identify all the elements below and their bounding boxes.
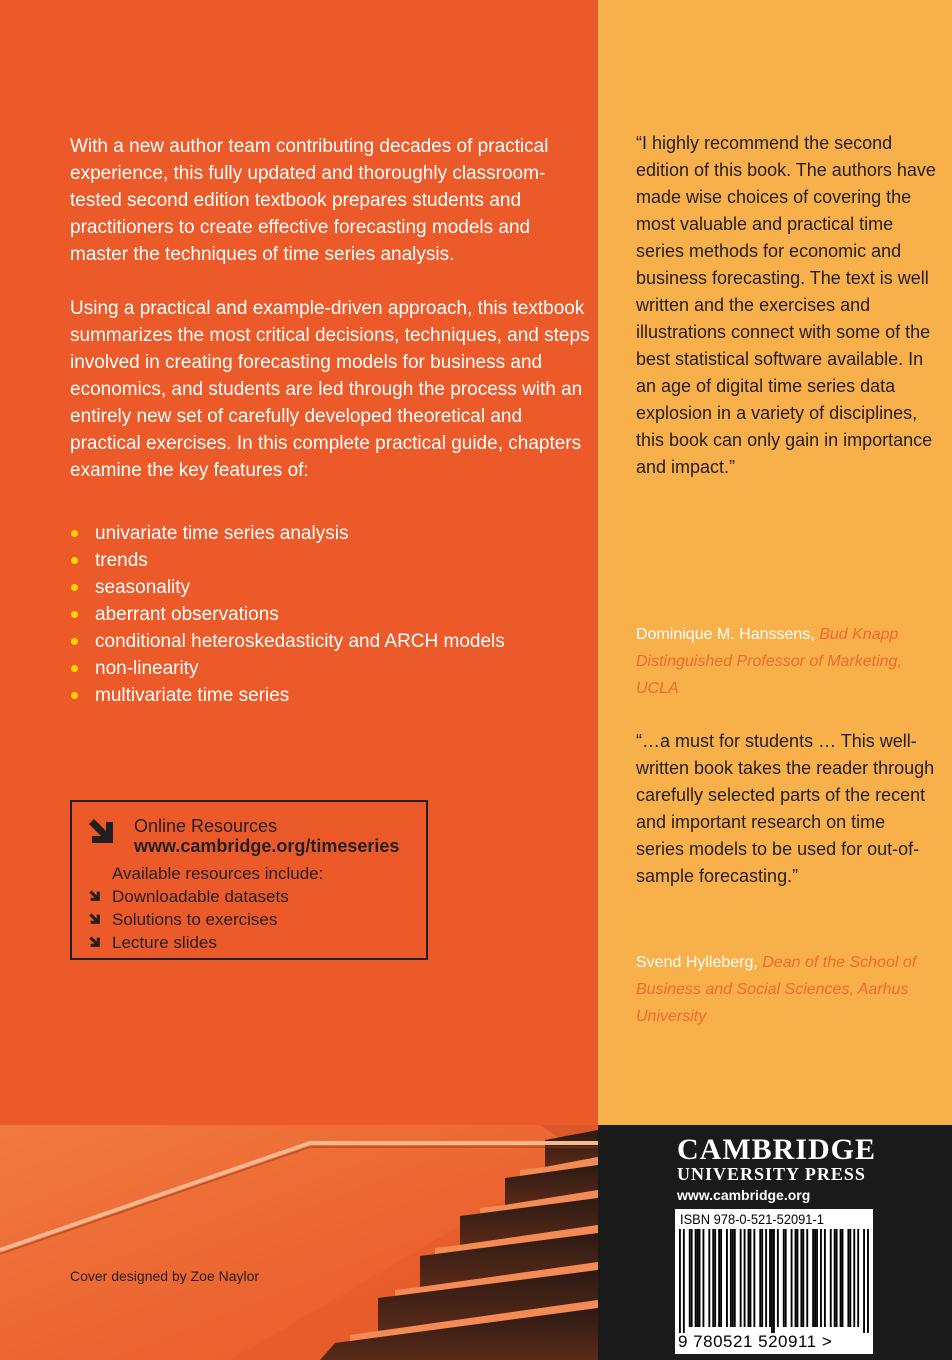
resources-available-label: Available resources include:: [112, 864, 324, 883]
barcode-bar: [691, 1229, 693, 1327]
feature-item: non-linearity: [70, 655, 505, 682]
barcode-bar: [703, 1229, 705, 1327]
barcode-bar: [697, 1229, 699, 1327]
arrow-down-right-icon: [88, 889, 102, 903]
barcode-digits: 9 780521 520911 >: [678, 1332, 833, 1351]
arrow-down-right-icon: [86, 816, 118, 848]
barcode-bar: [830, 1229, 832, 1327]
publisher-url[interactable]: www.cambridge.org: [677, 1187, 811, 1203]
online-resources-box: [70, 800, 428, 960]
endorsement-attribution-1: [636, 621, 936, 702]
arrow-down-right-icon: [88, 912, 102, 926]
resources-heading: Online Resources: [134, 816, 278, 836]
barcode-bar: [842, 1229, 844, 1327]
feature-item: univariate time series analysis: [70, 520, 505, 547]
barcode-bar: [771, 1229, 773, 1333]
barcode-bar: [720, 1229, 722, 1327]
cover-credit: Cover designed by Zoe Naylor: [70, 1268, 260, 1284]
barcode-bar: [695, 1229, 697, 1327]
barcode-bar: [708, 1229, 710, 1327]
resource-item-label: Lecture slides: [112, 933, 217, 952]
arrow-down-right-icon: [88, 935, 102, 949]
barcode-bar: [820, 1229, 822, 1327]
barcode-bar: [712, 1229, 714, 1327]
barcode-bar: [812, 1229, 814, 1327]
barcode-bar: [836, 1229, 838, 1327]
barcode-bar: [802, 1229, 804, 1327]
feature-item: trends: [70, 547, 505, 574]
barcode-bar: [800, 1229, 802, 1327]
resource-item: [88, 908, 277, 931]
resource-item-label: Downloadable datasets: [112, 887, 289, 906]
barcode-bar: [761, 1229, 763, 1327]
barcode-bar: [750, 1229, 752, 1327]
features-list: [70, 520, 505, 709]
barcode-bar: [718, 1229, 720, 1327]
endorsement-quote-2: “…a must for students … This well-written book takes the reader through carefully selected parts of the recent and important research on time series models to be used for out-of-sample forecasting.”: [636, 731, 935, 886]
resource-item: [88, 885, 289, 908]
barcode-bar: [857, 1229, 859, 1327]
barcode-bar: [816, 1229, 818, 1327]
publisher-block: [598, 1125, 952, 1360]
barcode-bar: [840, 1229, 842, 1327]
endorsement-quote-1: “I highly recommend the second edition of this book. The authors have made wise choices of covering the most valuable and practical time series methods for economic and business forecasting. The text is well written and the exercises and illustrations connect with some of the best statistical software available. In an age of digital time series data explosion in a variety of disciplines, this book can only gain in importance and impact.”: [636, 133, 936, 477]
barcode-bar: [847, 1229, 849, 1327]
barcode-bar: [824, 1229, 826, 1327]
endorser-name: Svend Hylleberg,: [636, 954, 758, 971]
publisher-name: CAMBRIDGE: [677, 1133, 877, 1166]
barcode-bar: [744, 1229, 746, 1327]
barcode-bar: [765, 1229, 767, 1327]
staircase-photo: [0, 1125, 598, 1360]
barcode-bar: [783, 1229, 785, 1327]
endorsement-attribution-2: [636, 949, 936, 1030]
endorser-role: Dean of the School of Business and Social Sciences, Aarhus University: [636, 954, 917, 1025]
barcode-bar: [740, 1229, 742, 1327]
barcode-bar: [759, 1229, 761, 1327]
barcode-bar: [714, 1229, 716, 1327]
isbn-label: ISBN 978-0-521-52091-1: [680, 1211, 824, 1227]
barcode-bar: [806, 1229, 808, 1327]
intro-paragraph-2: Using a practical and example-driven approach, this textbook summarizes the most critical decisions, techniques, and steps involved in creating forecasting models for business and economics, and students are led through the process with an entirely new set of carefully developed theoretical and practical exercises. In this complete practical guide, chapters examine the key features of:: [70, 298, 590, 481]
barcode-bar: [753, 1229, 755, 1327]
barcode-bar: [863, 1229, 865, 1333]
barcode-bar: [834, 1229, 836, 1327]
barcode-bar: [679, 1229, 681, 1333]
barcode-bar: [773, 1229, 775, 1333]
barcode-bar: [689, 1229, 691, 1327]
publisher-subname: UNIVERSITY PRESS: [677, 1164, 866, 1184]
barcode-bar: [732, 1229, 734, 1327]
barcode-bar: [791, 1229, 793, 1327]
feature-item: seasonality: [70, 574, 505, 601]
isbn-barcode: [675, 1209, 873, 1354]
barcode-bar: [734, 1229, 736, 1327]
barcode-bar: [769, 1229, 771, 1327]
barcode-bar: [777, 1229, 779, 1327]
barcode-bar: [785, 1229, 787, 1327]
endorser-role: Bud Knapp Distinguished Professor of Marketing, UCLA: [636, 626, 902, 697]
resource-item: [88, 931, 217, 954]
barcode-bar: [683, 1229, 685, 1333]
barcode-bar: [730, 1229, 732, 1327]
feature-item: multivariate time series: [70, 682, 505, 709]
resource-item-label: Solutions to exercises: [112, 910, 278, 929]
barcode-bar: [853, 1229, 855, 1327]
barcode-icon: [679, 1229, 869, 1333]
barcode-bar: [797, 1229, 799, 1327]
barcode-bar: [795, 1229, 797, 1327]
barcode-bar: [699, 1229, 701, 1327]
feature-item: conditional heteroskedasticity and ARCH models: [70, 628, 505, 655]
barcode-bar: [748, 1229, 750, 1327]
intro-paragraph-1: With a new author team contributing decades of practical experience, this fully updated and thoroughly classroom-tested second edition textbook prepares students and practitioners to create effective forecasting models and master the techniques of time series analysis.: [70, 136, 549, 265]
feature-item: aberrant observations: [70, 601, 505, 628]
barcode-bar: [814, 1229, 816, 1327]
endorser-name: Dominique M. Hanssens,: [636, 626, 815, 643]
resources-url-link[interactable]: www.cambridge.org/timeseries: [134, 836, 400, 856]
barcode-bar: [849, 1229, 851, 1327]
barcode-bar: [726, 1229, 728, 1327]
barcode-bar: [867, 1229, 869, 1333]
